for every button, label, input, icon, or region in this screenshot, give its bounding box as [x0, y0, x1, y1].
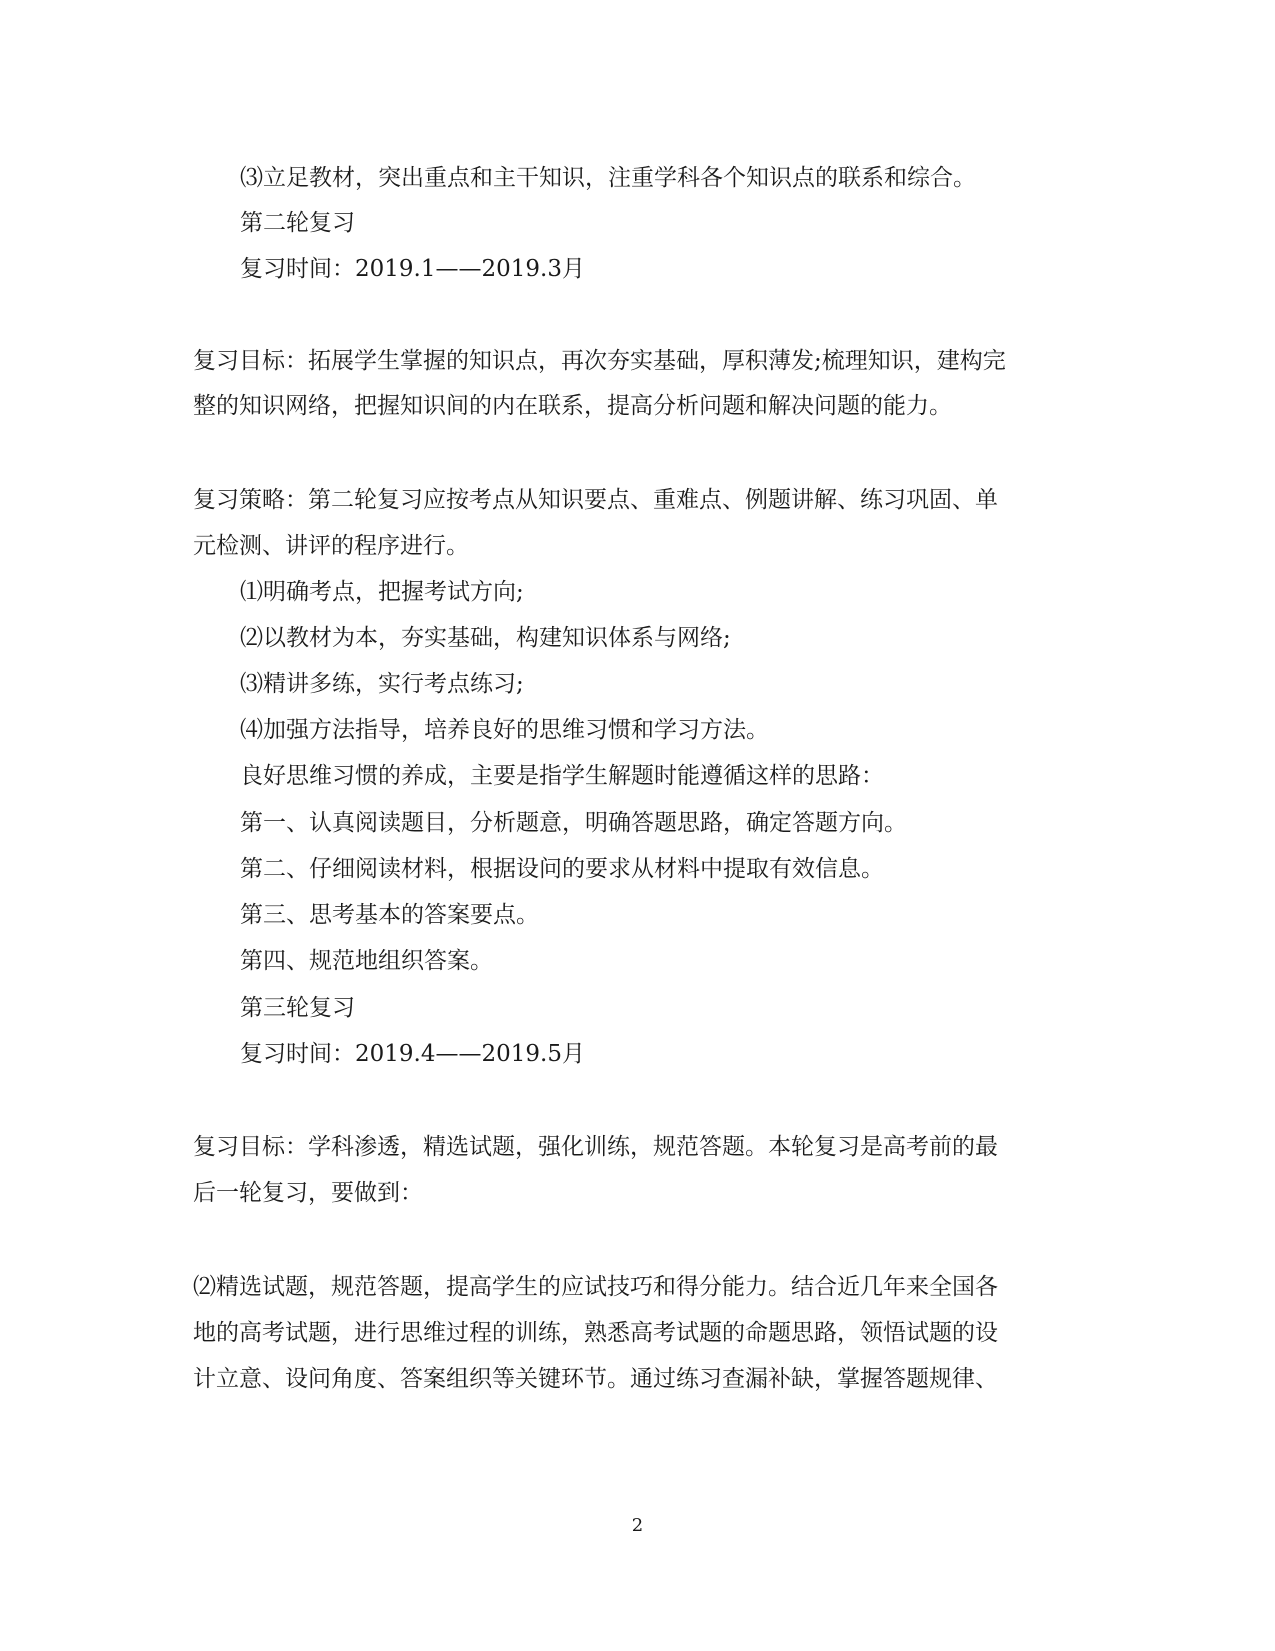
- paragraph-line: 元检测、讲评的程序进行。: [193, 533, 469, 559]
- page-number: 2: [631, 1515, 644, 1536]
- list-item: ⑷加强方法指导，培养良好的思维习惯和学习方法。: [240, 717, 769, 743]
- paragraph-line: 计立意、设问角度、答案组织等关键环节。通过练习查漏补缺，掌握答题规律、: [193, 1366, 998, 1392]
- list-item: ⑵以教材为本，夯实基础，构建知识体系与网络;: [240, 625, 731, 651]
- list-item: 第四、规范地组织答案。: [240, 948, 493, 974]
- paragraph-line: 后一轮复习，要做到：: [193, 1180, 423, 1206]
- section-heading: 第二轮复习: [240, 210, 355, 236]
- paragraph-line: 整的知识网络，把握知识间的内在联系，提高分析问题和解决问题的能力。: [193, 393, 952, 419]
- list-item: ⑴明确考点，把握考试方向;: [240, 579, 524, 605]
- paragraph-line: ⑵精选试题，规范答题，提高学生的应试技巧和得分能力。结合近几年来全国各: [193, 1274, 998, 1300]
- paragraph-line: 地的高考试题，进行思维过程的训练，熟悉高考试题的命题思路，领悟试题的设: [193, 1320, 998, 1346]
- section-heading: 第三轮复习: [240, 995, 355, 1021]
- list-item: 第二、仔细阅读材料，根据设问的要求从材料中提取有效信息。: [240, 856, 884, 882]
- list-item: ⑶精讲多练，实行考点练习;: [240, 671, 524, 697]
- list-item: 第三、思考基本的答案要点。: [240, 902, 539, 928]
- list-item: 第一、认真阅读题目，分析题意，明确答题思路，确定答题方向。: [240, 810, 907, 836]
- paragraph-line: 复习目标：学科渗透，精选试题，强化训练，规范答题。本轮复习是高考前的最: [193, 1134, 998, 1160]
- paragraph-line: 良好思维习惯的养成，主要是指学生解题时能遵循这样的思路：: [240, 763, 884, 789]
- paragraph-line: 复习策略：第二轮复习应按考点从知识要点、重难点、例题讲解、练习巩固、单: [193, 487, 998, 513]
- paragraph-line: 复习目标：拓展学生掌握的知识点，再次夯实基础，厚积薄发;梳理知识，建构完: [193, 348, 1006, 374]
- review-time: 复习时间：2019.4——2019.5月: [240, 1041, 585, 1067]
- paragraph-line: ⑶立足教材，突出重点和主干知识，注重学科各个知识点的联系和综合。: [240, 165, 976, 191]
- review-time: 复习时间：2019.1——2019.3月: [240, 256, 585, 282]
